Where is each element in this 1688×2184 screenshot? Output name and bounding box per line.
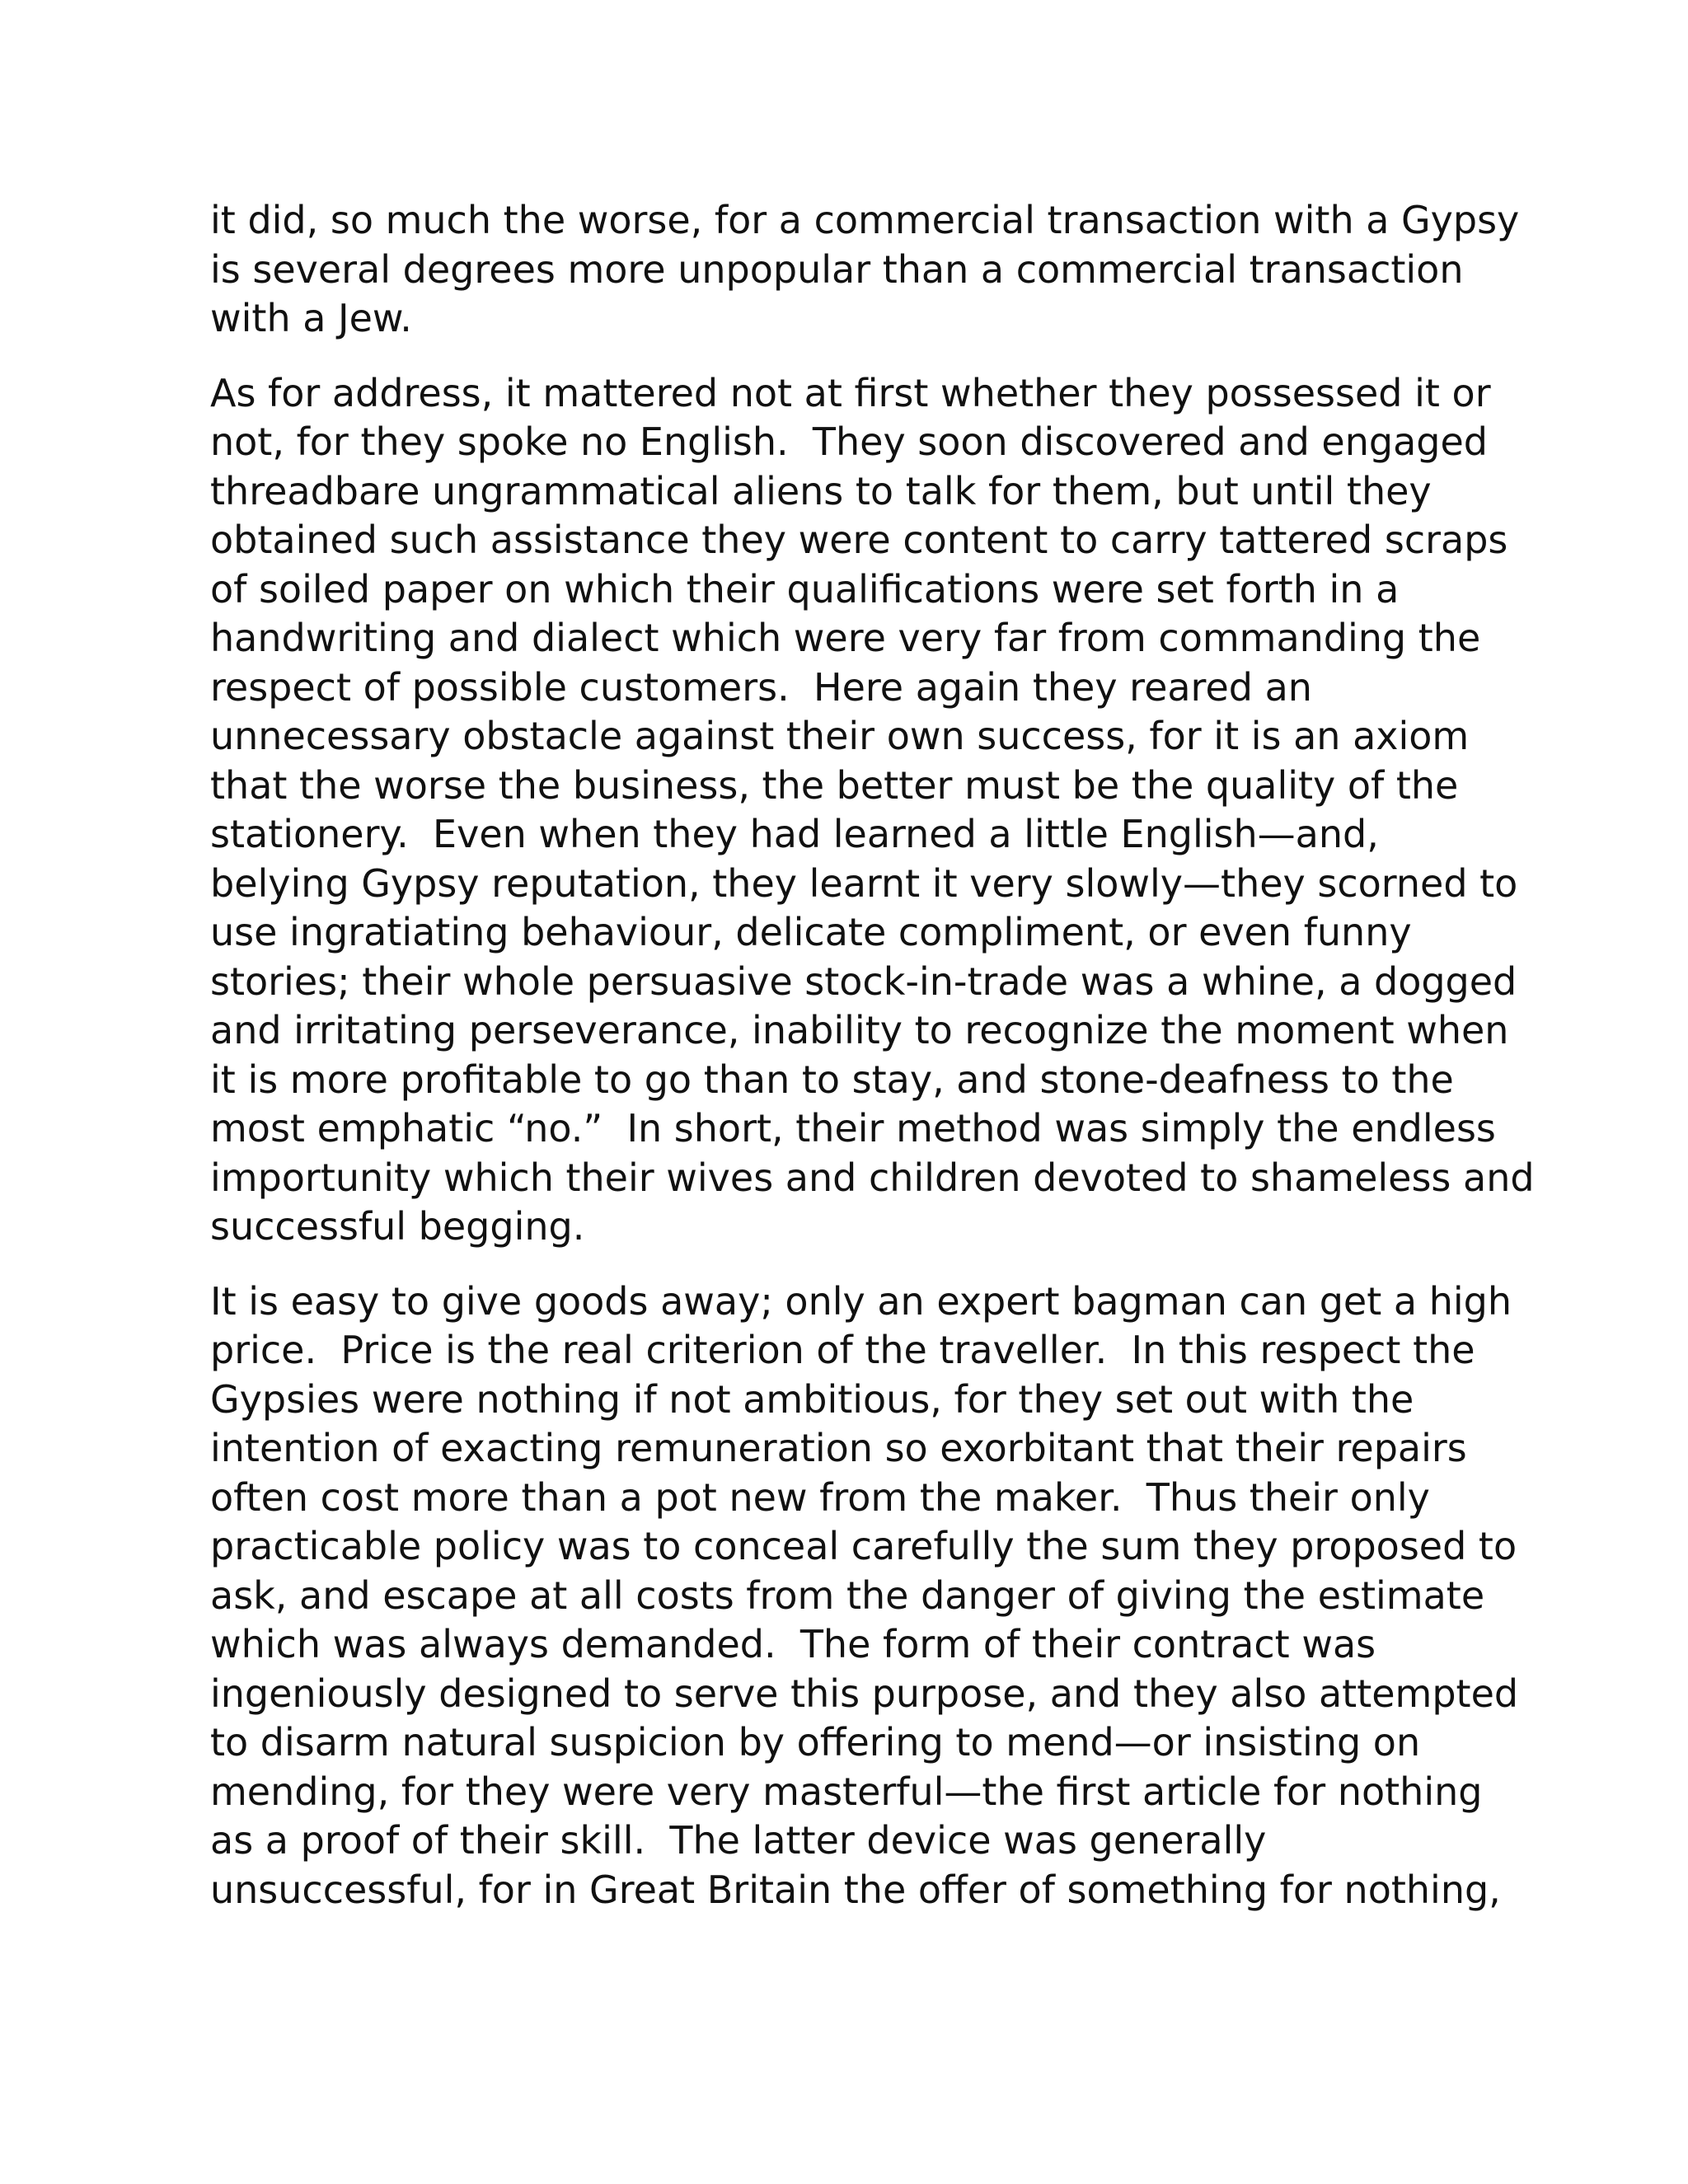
text-line: respect of possible customers. Here again they reared an — [210, 664, 1312, 710]
text-line: which was always demanded. The form of their contract was — [210, 1622, 1376, 1666]
text-line: belying Gypsy reputation, they learnt it very slowly—they scorned to — [210, 860, 1518, 906]
text-line: As for address, it mattered not at first whether they possessed it or — [210, 370, 1491, 415]
paragraph-2 — [210, 369, 1535, 1252]
text-line: it is more profitable to go than to stay, and stone-deafness to the — [210, 1057, 1454, 1102]
text-line: use ingratiating behaviour, delicate compliment, or even funny — [210, 910, 1412, 954]
text-line: to disarm natural suspicion by offering to mend—or insisting on — [210, 1720, 1421, 1765]
text-line: and irritating perseverance, inability to recognize the moment when — [210, 1008, 1509, 1052]
body-text — [210, 196, 1535, 1940]
text-line: is several degrees more unpopular than a commercial transaction — [210, 246, 1464, 292]
text-line: stationery. Even when they had learned a little English—and, — [210, 812, 1379, 856]
paragraph-1 — [210, 196, 1520, 344]
text-line: unsuccessful, for in Great Britain the offer of something for nothing, — [210, 1867, 1501, 1912]
text-line: most emphatic “no.” In short, their method was simply the endless — [210, 1106, 1496, 1151]
text-line: handwriting and dialect which were very far from commanding the — [210, 616, 1481, 660]
text-line: not, for they spoke no English. They soon discovered and engaged — [210, 419, 1488, 464]
paragraph-3 — [210, 1277, 1519, 1915]
text-line: obtained such assistance they were content to carry tattered scraps — [210, 518, 1508, 562]
text-line: ask, and escape at all costs from the danger of giving the estimate — [210, 1572, 1485, 1618]
text-line: price. Price is the real criterion of the traveller. In this respect the — [210, 1328, 1475, 1372]
text-line: often cost more than a pot new from the maker. Thus their only — [210, 1474, 1430, 1520]
text-line: practicable policy was to conceal carefully the sum they proposed to — [210, 1524, 1517, 1568]
text-line: of soiled paper on which their qualifications were set forth in a — [210, 566, 1400, 612]
text-line: It is easy to give goods away; only an expert bagman can get a high — [210, 1278, 1512, 1324]
text-line: Gypsies were nothing if not ambitious, for they set out with the — [210, 1376, 1414, 1422]
text-line: threadbare ungrammatical aliens to talk for them, but until they — [210, 468, 1432, 513]
text-line: unnecessary obstacle against their own success, for it is an axiom — [210, 714, 1470, 758]
text-line: it did, so much the worse, for a commercial transaction with a Gypsy — [210, 198, 1520, 242]
text-line: intention of exacting remuneration so exorbitant that their repairs — [210, 1426, 1467, 1470]
text-line: importunity which their wives and children devoted to shameless and — [210, 1155, 1535, 1200]
text-line: that the worse the business, the better must be the quality of the — [210, 762, 1459, 808]
text-line: stories; their whole persuasive stock-in-trade was a whine, a dogged — [210, 958, 1517, 1004]
text-line: mending, for they were very masterful—the first article for nothing — [210, 1769, 1483, 1814]
text-line: with a Jew. — [210, 296, 412, 340]
text-line: successful begging. — [210, 1204, 585, 1249]
text-line: as a proof of their skill. The latter device was generally — [210, 1818, 1267, 1863]
text-line: ingeniously designed to serve this purpose, and they also attempted — [210, 1671, 1519, 1716]
